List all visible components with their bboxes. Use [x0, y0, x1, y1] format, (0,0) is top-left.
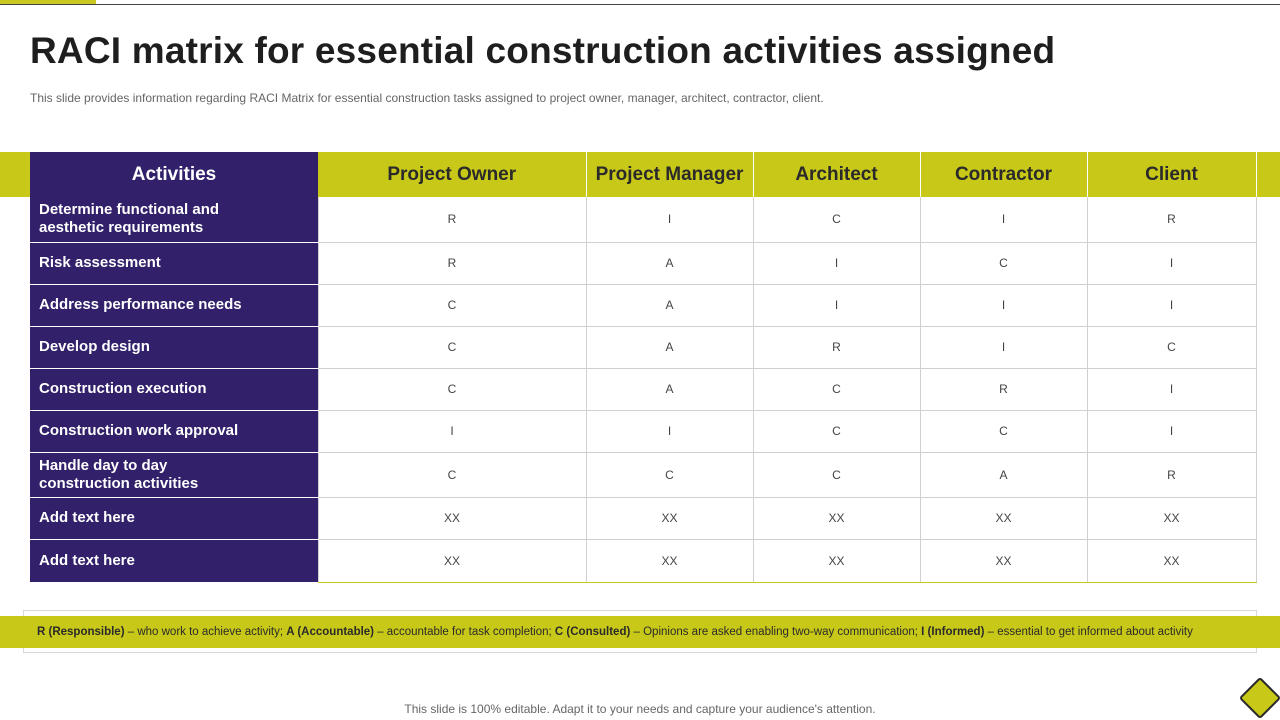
legend-desc-responsible: – who work to achieve activity; — [124, 626, 287, 638]
raci-cell: C — [1087, 326, 1256, 368]
raci-cell: XX — [753, 497, 920, 539]
table-row — [30, 242, 1256, 284]
activity-line: Determine functional and — [39, 201, 220, 219]
activity-cell — [30, 452, 318, 497]
column-header-project-manager: Project Manager — [586, 152, 753, 197]
page-title: RACI matrix for essential construction activities assigned — [30, 30, 1056, 71]
raci-cell: I — [1087, 368, 1256, 410]
raci-cell: C — [920, 242, 1087, 284]
raci-cell: I — [920, 284, 1087, 326]
activity-line: Address performance needs — [39, 296, 242, 313]
raci-cell: C — [920, 410, 1087, 452]
raci-cell: I — [586, 197, 753, 242]
table-row — [30, 326, 1256, 368]
raci-cell: XX — [318, 539, 586, 582]
activity-cell — [30, 242, 318, 284]
column-header-architect: Architect — [753, 152, 920, 197]
legend-key-accountable: A (Accountable) — [286, 626, 375, 638]
table-header-row — [30, 152, 1256, 197]
raci-cell: A — [586, 326, 753, 368]
table-row — [30, 197, 1256, 242]
table-row — [30, 368, 1256, 410]
legend-key-consulted: C (Consulted) — [554, 626, 631, 638]
activity-line: Develop design — [39, 338, 150, 355]
legend-desc-informed: – essential to get informed about activity — [984, 626, 1193, 638]
raci-cell: XX — [318, 497, 586, 539]
raci-table — [30, 152, 1257, 583]
raci-cell: I — [586, 410, 753, 452]
raci-cell: R — [1087, 197, 1256, 242]
legend-key-responsible: R (Responsible) — [37, 626, 125, 638]
activity-line: Construction work approval — [39, 422, 239, 439]
raci-cell: C — [753, 368, 920, 410]
raci-cell: C — [318, 284, 586, 326]
raci-cell: R — [318, 242, 586, 284]
activity-cell — [30, 539, 318, 582]
raci-cell: R — [318, 197, 586, 242]
page-subtitle: This slide provides information regarding RACI Matrix for essential construction tasks assigned to project owner, manager, architect, contractor, client. — [30, 91, 824, 105]
activity-line: Add text here — [39, 551, 135, 569]
activity-line: Add text here — [39, 509, 135, 526]
activity-line: construction activities — [39, 474, 199, 492]
table-row — [30, 497, 1256, 539]
activity-cell — [30, 284, 318, 326]
raci-cell: C — [753, 410, 920, 452]
table-row — [30, 539, 1256, 582]
raci-cell: A — [586, 242, 753, 284]
raci-cell: A — [586, 284, 753, 326]
legend-desc-accountable: – accountable for task completion; — [374, 626, 555, 638]
legend-band — [0, 616, 1280, 648]
footer-note: This slide is 100% editable. Adapt it to your needs and capture your audience's attention. — [404, 702, 876, 716]
raci-cell: XX — [586, 497, 753, 539]
legend-desc-consulted: – Opinions are asked enabling two-way communication; — [630, 626, 922, 638]
activity-cell — [30, 197, 318, 242]
column-header-client: Client — [1087, 152, 1256, 197]
table-row — [30, 452, 1256, 497]
legend-key-informed: I (Informed) — [921, 626, 985, 638]
raci-cell: R — [1087, 452, 1256, 497]
raci-cell: I — [920, 197, 1087, 242]
raci-cell: R — [753, 326, 920, 368]
activity-line: aesthetic requirements — [39, 219, 204, 237]
raci-cell: XX — [1087, 539, 1256, 582]
raci-cell: A — [586, 368, 753, 410]
top-divider-line — [0, 4, 1280, 5]
raci-cell: C — [318, 326, 586, 368]
raci-cell: XX — [586, 539, 753, 582]
raci-cell: R — [920, 368, 1087, 410]
raci-cell: C — [586, 452, 753, 497]
column-header-contractor: Contractor — [920, 152, 1087, 197]
activity-line: Construction execution — [39, 380, 207, 397]
table-row — [30, 284, 1256, 326]
activity-line: Risk assessment — [39, 254, 161, 271]
raci-cell: I — [1087, 284, 1256, 326]
column-header-activities: Activities — [30, 152, 318, 197]
raci-cell: I — [753, 284, 920, 326]
raci-cell: XX — [920, 539, 1087, 582]
column-header-project-owner: Project Owner — [318, 152, 586, 197]
activity-cell — [30, 326, 318, 368]
activity-cell — [30, 497, 318, 539]
raci-cell: C — [318, 368, 586, 410]
activity-line: Handle day to day — [39, 456, 168, 474]
raci-cell: I — [1087, 410, 1256, 452]
raci-cell: XX — [920, 497, 1087, 539]
raci-cell: A — [920, 452, 1087, 497]
raci-cell: C — [753, 197, 920, 242]
raci-cell: I — [753, 242, 920, 284]
raci-cell: I — [318, 410, 586, 452]
raci-cell: C — [318, 452, 586, 497]
raci-cell: C — [753, 452, 920, 497]
table-row — [30, 410, 1256, 452]
activity-cell — [30, 368, 318, 410]
legend-text — [37, 626, 1193, 638]
raci-cell: XX — [1087, 497, 1256, 539]
raci-cell: I — [1087, 242, 1256, 284]
raci-cell: I — [920, 326, 1087, 368]
raci-cell: XX — [753, 539, 920, 582]
activity-cell — [30, 410, 318, 452]
